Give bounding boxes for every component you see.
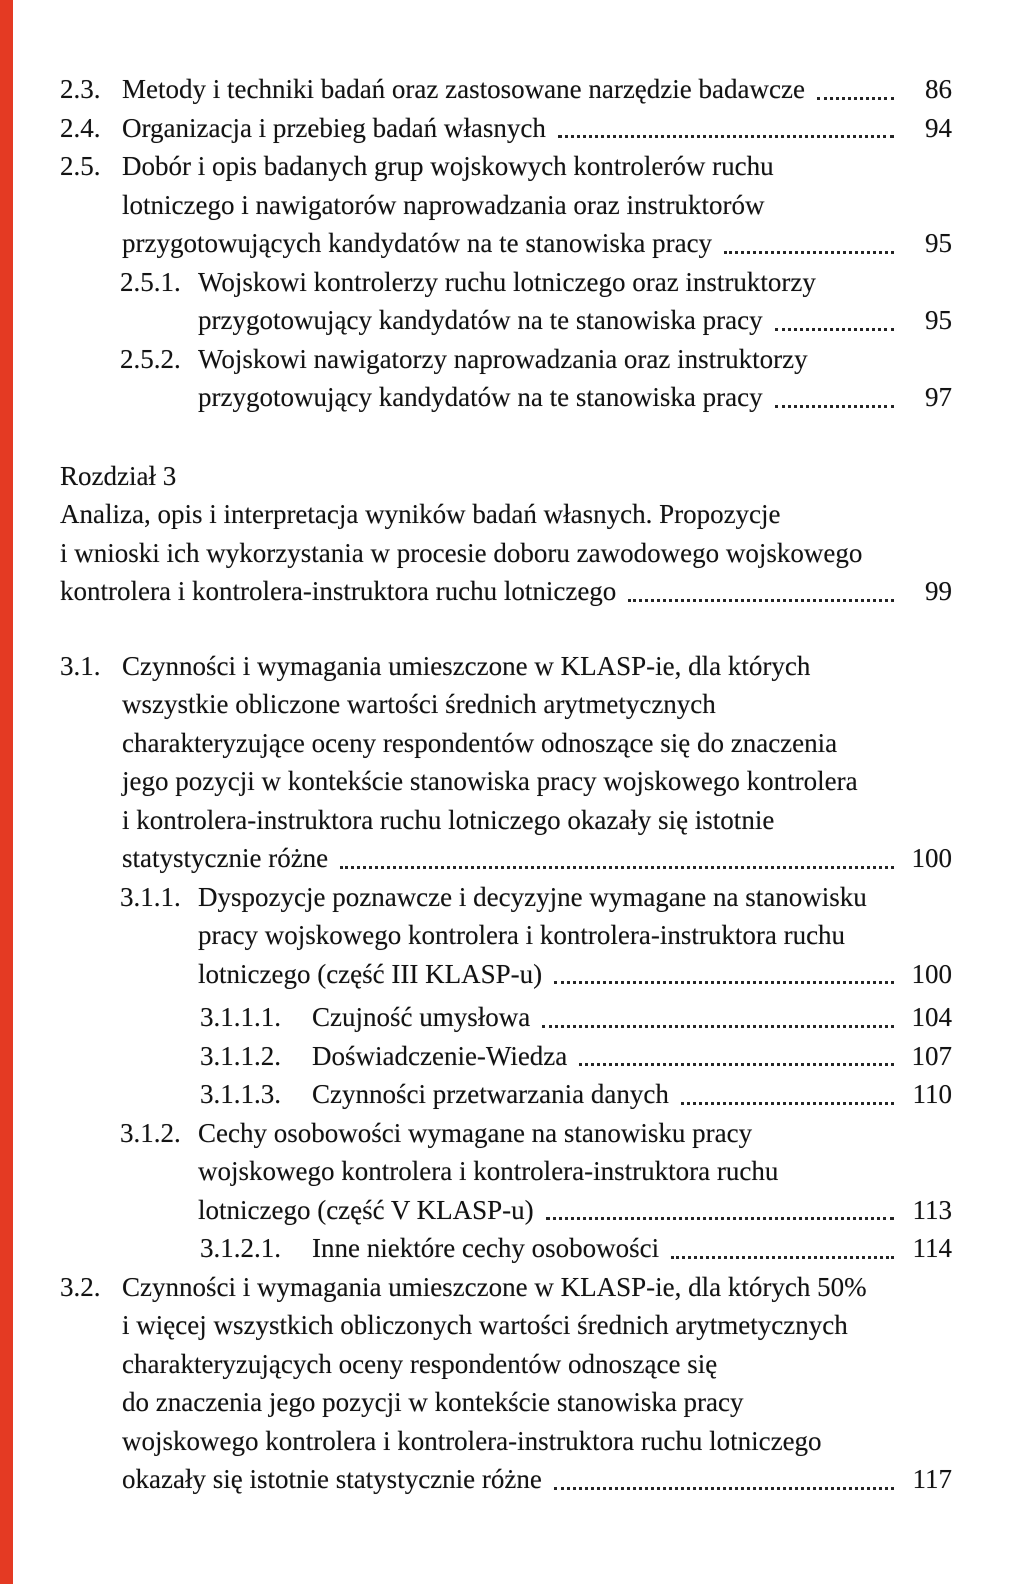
entry-text: do znaczenia jego pozycji w kontekście stanowiska pracy — [122, 1387, 744, 1417]
toc-entry — [200, 1229, 952, 1268]
entry-text: charakteryzujące oceny respondentów odnoszące się do znaczenia — [122, 727, 838, 758]
entry-text: przygotowujący kandydatów na te stanowiska pracy — [198, 305, 763, 335]
entry-number: 2.5.1. — [120, 266, 181, 297]
dot-leader — [558, 135, 894, 138]
entry-text: okazały się istotnie statystycznie różne — [122, 1464, 542, 1494]
entry-number: 3.1.2. — [120, 1117, 181, 1148]
page-number: 107 — [911, 1040, 952, 1071]
page-number: 104 — [911, 1002, 952, 1032]
page-number: 114 — [912, 1233, 952, 1263]
scan-edge-bar — [0, 0, 13, 1584]
page-number: 95 — [925, 228, 952, 258]
entry-text: pracy wojskowego kontrolera i kontrolera-instruktora ruchu — [198, 920, 846, 950]
entry-text: wszystkie obliczone wartości średnich arytmetycznych — [122, 689, 716, 719]
entry-text: Czynności i wymagania umieszczone w KLASP-ie, dla których — [122, 650, 811, 681]
toc-entry — [200, 1037, 952, 1076]
toc-entry — [120, 878, 952, 994]
entry-text: wojskowego kontrolera i kontrolera-instruktora ruchu — [198, 1156, 779, 1186]
entry-text: lotniczego i nawigatorów naprowadzania oraz instruktorów — [122, 189, 765, 220]
page-number: 100 — [911, 843, 952, 873]
entry-text: Analiza, opis i interpretacja wyników badań własnych. Propozycje — [60, 499, 781, 529]
entry-number: 2.4. — [60, 112, 101, 143]
entry-text: charakteryzujących oceny respondentów odnoszące się — [122, 1348, 718, 1379]
toc-entry — [120, 1114, 952, 1230]
entry-text: statystycznie różne — [122, 843, 329, 873]
entry-number: 2.5.2. — [120, 343, 181, 374]
entry-text: przygotowujących kandydatów na te stanowiska pracy — [122, 228, 713, 258]
page-number: 86 — [925, 74, 952, 104]
entry-number: 3.1.1.3. — [200, 1079, 281, 1109]
toc-entry — [200, 1075, 952, 1114]
entry-text: Dyspozycje poznawcze i decyzyjne wymagane na stanowisku — [198, 881, 867, 912]
entry-number: 3.1.1. — [120, 881, 181, 912]
page-number: 100 — [911, 958, 952, 989]
entry-number: 2.3. — [60, 74, 101, 104]
toc-entry — [60, 1268, 952, 1499]
entry-number: 3.2. — [60, 1271, 101, 1302]
entry-text: Inne niektóre cechy osobowości — [312, 1233, 660, 1263]
entry-text: lotniczego (część III KLASP-u) — [198, 958, 543, 989]
entry-text: Wojskowi kontrolerzy ruchu lotniczego oraz instruktorzy — [198, 266, 816, 297]
page-number: 117 — [912, 1464, 952, 1494]
entry-text: Wojskowi nawigatorzy naprowadzania oraz instruktorzy — [198, 343, 808, 374]
entry-text: Cechy osobowości wymagane na stanowisku pracy — [198, 1117, 753, 1148]
dot-leader — [775, 405, 894, 408]
toc-chapter-entry — [60, 457, 952, 611]
toc-entry — [60, 647, 952, 878]
dot-leader — [542, 1025, 894, 1028]
toc-entry — [60, 109, 952, 148]
entry-text: i wnioski ich wykorzystania w procesie doboru zawodowego wojskowego — [60, 537, 863, 568]
dot-leader — [340, 866, 894, 869]
entry-text: wojskowego kontrolera i kontrolera-instruktora ruchu lotniczego — [122, 1425, 822, 1456]
entry-text: Doświadczenie-Wiedza — [312, 1040, 568, 1071]
page-number: 94 — [925, 112, 952, 143]
entry-text: i więcej wszystkich obliczonych wartości średnich arytmetycznych — [122, 1310, 848, 1340]
entry-number: 3.1. — [60, 650, 101, 681]
entry-text: Metody i techniki badań oraz zastosowane narzędzie badawcze — [122, 74, 805, 104]
dot-leader — [775, 328, 894, 331]
toc-entry — [120, 263, 952, 340]
page-number: 95 — [925, 305, 952, 335]
entry-text: Czynności przetwarzania danych — [312, 1079, 669, 1109]
dot-leader — [681, 1102, 894, 1105]
page-number: 110 — [912, 1079, 952, 1109]
entry-text: lotniczego (część V KLASP-u) — [198, 1194, 534, 1225]
table-of-contents — [60, 70, 952, 1499]
entry-number: 3.1.1.1. — [200, 1002, 281, 1032]
toc-entry — [200, 998, 952, 1037]
dot-leader — [817, 97, 894, 100]
page-number: 97 — [925, 382, 952, 412]
entry-text: przygotowujący kandydatów na te stanowiska pracy — [198, 382, 763, 412]
page-number: 99 — [925, 576, 952, 606]
dot-leader — [628, 599, 894, 602]
entry-text: Czynności i wymagania umieszczone w KLASP-ie, dla których 50% — [122, 1271, 867, 1302]
entry-text: kontrolera i kontrolera-instruktora ruchu lotniczego — [60, 576, 617, 606]
toc-entry — [120, 340, 952, 417]
toc-entry — [60, 147, 952, 263]
chapter-heading: Rozdział 3 — [60, 460, 177, 491]
entry-number: 3.1.1.2. — [200, 1040, 281, 1071]
dot-leader — [724, 251, 894, 254]
entry-text: Dobór i opis badanych grup wojskowych kontrolerów ruchu — [122, 151, 774, 181]
entry-text: jego pozycji w kontekście stanowiska pracy wojskowego kontrolera — [122, 766, 858, 796]
dot-leader — [546, 1217, 894, 1220]
dot-leader — [579, 1063, 894, 1066]
toc-entry — [60, 70, 952, 109]
dot-leader — [554, 981, 894, 984]
dot-leader — [671, 1256, 894, 1259]
dot-leader — [554, 1487, 894, 1490]
entry-number: 3.1.2.1. — [200, 1233, 281, 1263]
entry-text: Organizacja i przebieg badań własnych — [122, 112, 546, 143]
page-number: 113 — [912, 1194, 952, 1225]
entry-number: 2.5. — [60, 151, 101, 181]
entry-text: i kontrolera-instruktora ruchu lotniczego okazały się istotnie — [122, 804, 775, 835]
entry-text: Czujność umysłowa — [312, 1002, 531, 1032]
